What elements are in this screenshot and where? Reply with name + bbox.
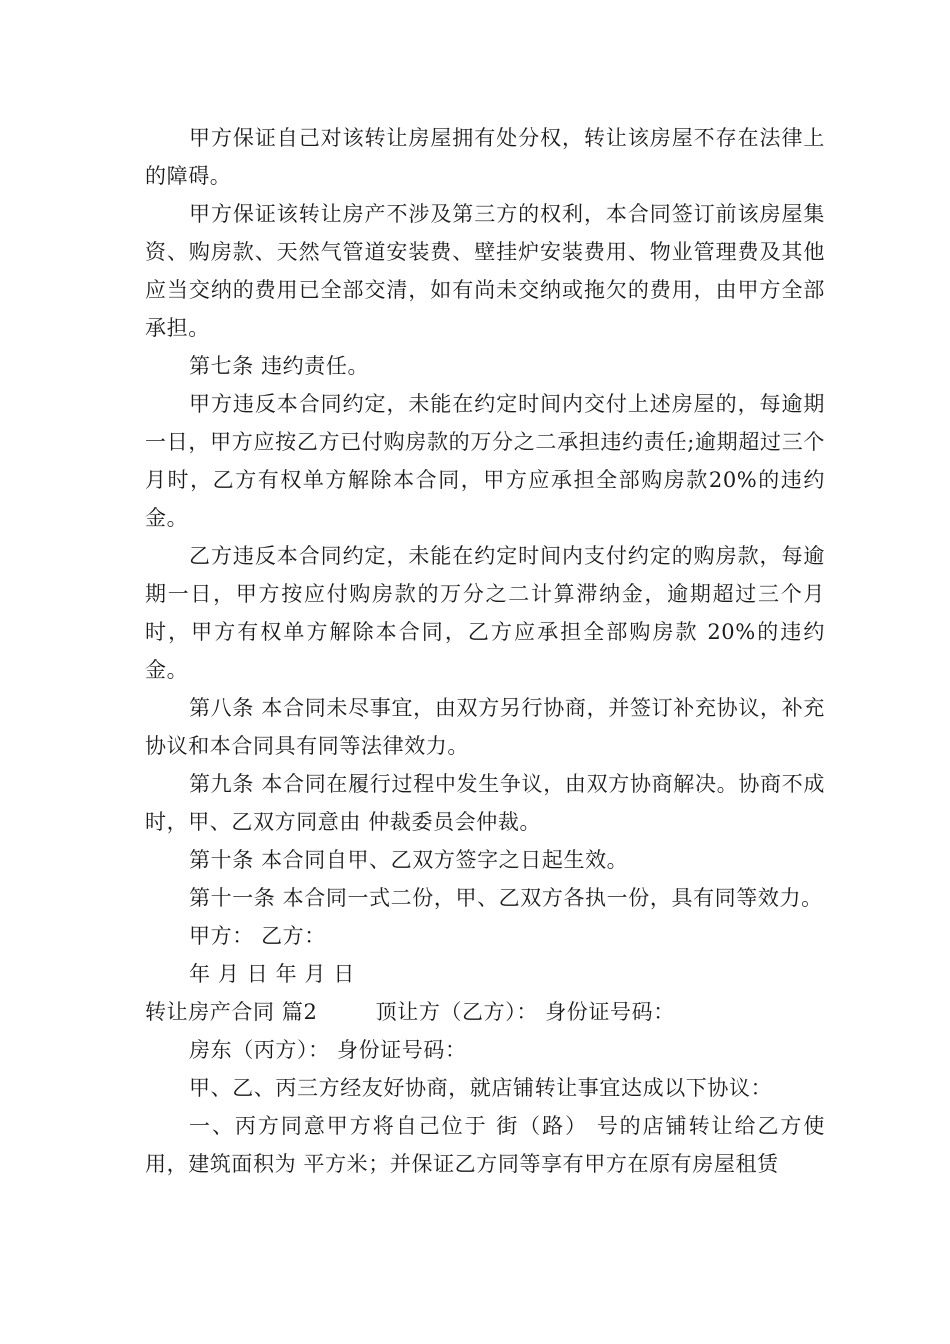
signature-dates: 年 月 日 年 月 日 — [189, 962, 355, 986]
document-body — [145, 119, 825, 1183]
article-7-heading: 第七条 违约责任。 — [189, 354, 370, 378]
clause-1: 一、丙方同意甲方将自己位于 街（路） 号的店铺转让给乙方使用，建筑面积为 平方米；并保证乙方同等享有甲方在原有房屋租赁 — [145, 1114, 825, 1176]
article-9: 第九条 本合同在履行过程中发生争议，由双方协商解决。协商不成时，甲、乙双方同意由 仲裁委员会仲裁。 — [145, 772, 825, 834]
article-8: 第八条 本合同未尽事宜，由双方另行协商，并签订补充协议，补充协议和本合同具有同等法律效力。 — [145, 696, 825, 758]
paragraph-party-b-breach: 乙方违反本合同约定，未能在约定时间内支付约定的购房款，每逾期一日，甲方按应付购房款的万分之二计算滞纳金，逾期超过三个月时，甲方有权单方解除本合同，乙方应承担全部购房款 20%的违约金。 — [145, 544, 825, 682]
signature-parties: 甲方： 乙方： — [189, 924, 326, 948]
paragraph-disposal-right: 甲方保证自己对该转让房屋拥有处分权，转让该房屋不存在法律上的障碍。 — [145, 126, 825, 188]
article-11: 第十一条 本合同一式二份，甲、乙双方各执一份，具有同等效力。 — [189, 886, 823, 910]
paragraph-third-party-rights: 甲方保证该转让房产不涉及第三方的权利，本合同签订前该房屋集资、购房款、天然气管道安装费、壁挂炉安装费用、物业管理费及其他应当交纳的费用已全部交清，如有尚未交纳或拖欠的费用，由甲方全部承担。 — [145, 202, 825, 340]
agreement-intro: 甲、乙、丙三方经友好协商，就店铺转让事宜达成以下协议： — [189, 1076, 773, 1100]
article-10: 第十条 本合同自甲、乙双方签字之日起生效。 — [189, 848, 629, 872]
paragraph-party-a-breach: 甲方违反本合同约定，未能在约定时间内交付上述房屋的，每逾期一日，甲方应按乙方已付购房款的万分之二承担违约责任;逾期超过三个月时，乙方有权单方解除本合同，甲方应承担全部购房款20%的违约金。 — [145, 392, 825, 530]
contract-2-heading-line: 转让房产合同 篇2 顶让方（乙方）： 身份证号码： — [145, 1000, 675, 1024]
landlord-line: 房东（丙方）： 身份证号码： — [189, 1038, 467, 1062]
